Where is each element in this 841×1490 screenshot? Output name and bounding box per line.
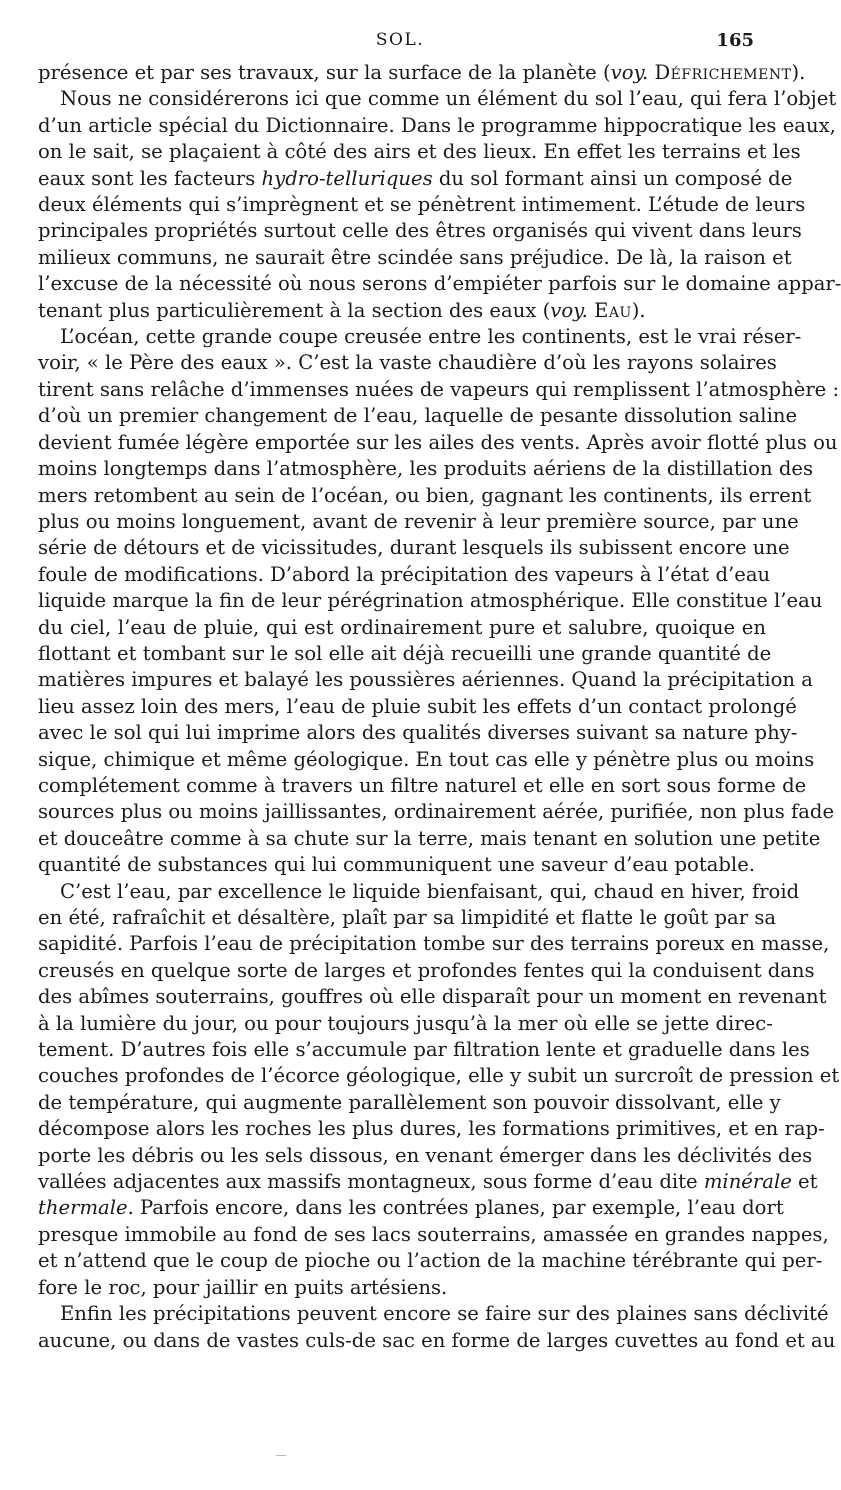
- printer-mark: [276, 1455, 286, 1456]
- paragraph: [38, 86, 841, 324]
- text-run: vallées adjacentes aux massifs montagneux, sous forme d’eau dite: [38, 1170, 704, 1194]
- text-run: flottant et tombant sur le sol elle ait déjà recueilli une grande quantité de: [38, 641, 772, 665]
- text-line: [38, 1195, 784, 1221]
- text-line: [38, 166, 793, 192]
- text-line: [38, 562, 771, 588]
- text-line: [38, 113, 836, 139]
- text-run: voir, « le Père des eaux ». C’est la vaste chaudière d’où les rayons solaires: [38, 351, 777, 375]
- text-line: [38, 905, 777, 931]
- text-line: [38, 509, 799, 535]
- text-line: [38, 588, 823, 614]
- italic-term: thermale: [38, 1196, 128, 1220]
- text-line: [38, 350, 777, 376]
- text-line: [38, 403, 798, 429]
- text-line: [38, 1063, 840, 1089]
- text-run: sique, chimique et même géologique. En tout cas elle y pénètre plus ou moins: [38, 747, 815, 771]
- text-run: ).: [631, 298, 646, 322]
- text-line: [38, 535, 790, 561]
- text-line: [38, 931, 830, 957]
- text-line: [38, 1301, 829, 1327]
- text-run: mers retombent au sein de l’océan, ou bien, gagnant les continents, ils errent: [38, 483, 812, 507]
- text-run: d’un article spécial du Dictionnaire. Dans le programme hippocratique les eaux,: [38, 113, 836, 137]
- text-line: [38, 1090, 781, 1116]
- text-run: C’est l’eau, par excellence le liquide bienfaisant, qui, chaud en hiver, froid: [60, 879, 800, 903]
- text-line: [38, 483, 812, 509]
- text-run: lieu assez loin des mers, l’eau de pluie subit les effets d’un contact prolongé: [38, 694, 797, 718]
- text-run: devient fumée légère emportée sur les ailes des vents. Après avoir flotté plus ou: [38, 430, 838, 454]
- text-line: [38, 377, 840, 403]
- paragraph: [38, 324, 840, 879]
- italic-term: minérale: [703, 1170, 792, 1194]
- text-line: [38, 1037, 810, 1063]
- text-run: de température, qui augmente parallèlement son pouvoir dissolvant, elle y: [38, 1090, 781, 1114]
- italic-term: voy.: [550, 298, 588, 322]
- text-line: [38, 984, 827, 1010]
- text-run: L’océan, cette grande coupe creusée entre les continents, est le vrai réser-: [60, 325, 802, 349]
- text-line: [38, 1248, 823, 1274]
- text-run: fore le roc, pour jaillir en puits artésiens.: [38, 1275, 448, 1299]
- running-head: SOL.: [375, 30, 425, 50]
- body-text: [38, 60, 841, 1354]
- text-line: [38, 245, 792, 271]
- text-run: tenant plus particulièrement à la section des eaux (: [38, 298, 551, 322]
- paragraph: [38, 879, 840, 1302]
- text-run: porte les débris ou les sels dissous, en venant émerger dans les déclivités des: [38, 1143, 813, 1167]
- text-line: [38, 192, 806, 218]
- paragraph: [38, 1301, 836, 1354]
- text-line: [38, 456, 814, 482]
- text-run: tement. D’autres fois elle s’accumule par filtration lente et graduelle dans les: [38, 1038, 810, 1062]
- text-line: [38, 1011, 773, 1037]
- text-line: [38, 86, 837, 112]
- text-line: [38, 799, 835, 825]
- text-line: [38, 298, 766, 324]
- text-line: [38, 826, 821, 852]
- text-run: ).: [791, 61, 806, 84]
- text-run: et douceâtre comme à sa chute sur la terre, mais tenant en solution une petite: [38, 826, 821, 850]
- text-line: [38, 694, 797, 720]
- text-line: [38, 747, 815, 773]
- text-run: sapidité. Parfois l’eau de précipitation tombe sur des terrains poreux en masse,: [38, 932, 830, 956]
- text-run: sources plus ou moins jaillissantes, ordinairement aérée, purifiée, non plus fade: [38, 800, 835, 824]
- page-number: 165: [716, 30, 754, 51]
- text-run: . Parfois encore, dans les contrées planes, par exemple, l’eau dort: [127, 1196, 784, 1220]
- text-line: [38, 667, 813, 693]
- text-run: principales propriétés surtout celle des êtres organisés qui vivent dans leurs: [38, 219, 802, 243]
- text-line: [38, 1328, 836, 1354]
- text-line: [38, 1169, 818, 1195]
- text-run: complétement comme à travers un filtre naturel et elle en sort sous forme de: [38, 773, 807, 797]
- text-run: Nous ne considérerons ici que comme un élément du sol l’eau, qui fera l’objet: [60, 87, 837, 111]
- text-line: [38, 720, 798, 746]
- text-run: d’où un premier changement de l’eau, laquelle de pesante dissolution saline: [38, 404, 798, 428]
- text-run: aucune, ou dans de vastes culs-de sac en forme de larges cuvettes au fond et au: [38, 1328, 836, 1352]
- text-run: foule de modifications. D’abord la précipitation des vapeurs à l’état d’eau: [38, 562, 771, 586]
- text-run: matières impures et balayé les poussières aériennes. Quand la précipitation a: [38, 668, 813, 692]
- text-line: [38, 60, 806, 86]
- text-run: du ciel, l’eau de pluie, qui est ordinairement pure et salubre, quoique en: [38, 615, 766, 639]
- text-line: [38, 430, 838, 456]
- italic-term: hydro-telluriques: [261, 166, 433, 190]
- text-line: [38, 271, 841, 297]
- text-run: avec le sol qui lui imprime alors des qualités diverses suivant sa nature phy-: [38, 721, 798, 745]
- text-line: [38, 641, 772, 667]
- text-run: tirent sans relâche d’immenses nuées de vapeurs qui remplissent l’atmosphère :: [38, 377, 840, 401]
- text-run: plus ou moins longuement, avant de revenir à leur première source, par une: [38, 509, 799, 533]
- text-run: et n’attend que le coup de pioche ou l’action de la machine térébrante qui per-: [38, 1249, 823, 1273]
- text-line: [38, 218, 802, 244]
- text-run: quantité de substances qui lui communiquent une saveur d’eau potable.: [38, 853, 756, 877]
- text-run: présence et par ses travaux, sur la surface de la planète (: [38, 61, 611, 84]
- text-run: l’excuse de la nécessité où nous serons d’empiéter parfois sur le domaine appar-: [38, 272, 841, 296]
- text-run: on le sait, se plaçaient à côté des airs et des lieux. En effet les terrains et les: [38, 140, 801, 164]
- text-line: [38, 615, 766, 641]
- text-run: deux éléments qui s’imprègnent et se pénètrent intimement. L’étude de leurs: [38, 193, 806, 217]
- text-run: et: [791, 1170, 818, 1194]
- small-caps-term: Eau: [594, 298, 632, 322]
- text-line: [38, 958, 815, 984]
- text-line: [38, 139, 801, 165]
- text-run: Enfin les précipitations peuvent encore se faire sur des plaines sans déclivité: [60, 1302, 829, 1326]
- text-run: liquide marque la fin de leur pérégrination atmosphérique. Elle constitue l’eau: [38, 589, 823, 613]
- text-run: presque immobile au fond de ses lacs souterrains, amassée en grandes nappes,: [38, 1222, 829, 1246]
- text-run: à la lumière du jour, ou pour toujours jusqu’à la mer où elle se jette direc-: [38, 1011, 773, 1035]
- small-caps-term: Défrichement: [654, 61, 792, 84]
- text-run: milieux communs, ne saurait être scindée sans préjudice. De là, la raison et: [38, 245, 792, 269]
- italic-term: voy.: [610, 61, 649, 84]
- text-line: [38, 852, 766, 878]
- paragraph: [38, 60, 806, 86]
- text-run: des abîmes souterrains, gouffres où elle disparaît pour un moment en revenant: [38, 985, 827, 1009]
- text-run: en été, rafraîchit et désaltère, plaît par sa limpidité et flatte le goût par sa: [38, 906, 777, 929]
- text-line: [38, 879, 800, 905]
- text-run: creusés en quelque sorte de larges et profondes fentes qui la conduisent dans: [38, 958, 815, 982]
- text-line: [38, 1275, 766, 1301]
- text-run: du sol formant ainsi un composé de: [432, 166, 793, 190]
- text-run: eaux sont les facteurs: [38, 166, 262, 190]
- text-line: [38, 1143, 813, 1169]
- text-line: [38, 324, 802, 350]
- text-run: moins longtemps dans l’atmosphère, les produits aériens de la distillation des: [38, 457, 814, 481]
- text-run: couches profondes de l’écorce géologique, elle y subit un surcroît de pression et: [38, 1064, 840, 1088]
- text-line: [38, 773, 807, 799]
- text-run: décompose alors les roches les plus dures, les formations primitives, et en rap-: [38, 1117, 825, 1141]
- text-line: [38, 1116, 825, 1142]
- text-run: série de détours et de vicissitudes, durant lesquels ils subissent encore une: [38, 536, 790, 560]
- text-line: [38, 1222, 829, 1248]
- page-header: [38, 30, 762, 54]
